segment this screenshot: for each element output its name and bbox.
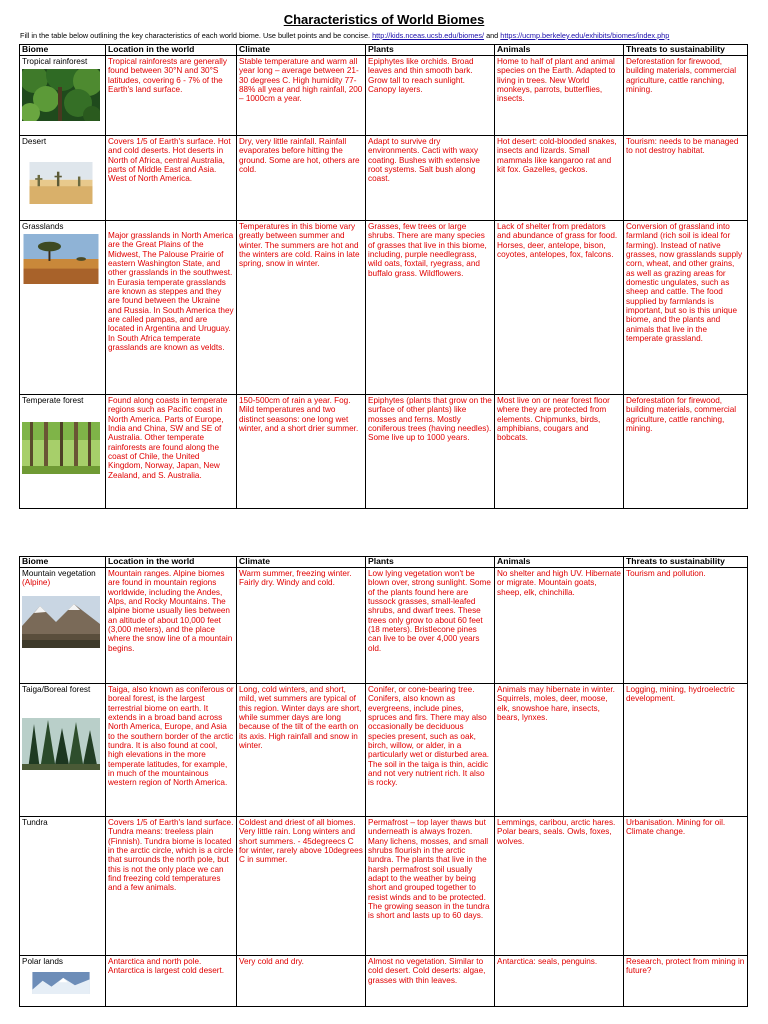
grassland-photo: [22, 234, 100, 284]
animals-cell: Antarctica: seals, penguins.: [495, 956, 624, 1007]
table-row: [20, 395, 748, 509]
climate-cell: Coldest and driest of all biomes. Very little rain. Long winters and short summers. - 45degreecs C for winter, rarely above 10degrees C in summer.: [237, 817, 366, 956]
instructions: [20, 31, 760, 40]
location-cell: Taiga, also known as coniferous or boreal forest, is the largest terrestrial biome on earth. It extends in a broad band across North America, Europe, and Asia to the southern border of the arctic tundra. It is also found at cool, high elevations in the more temperate latitudes, for example, in much of the mountainous western region of North America.: [106, 684, 237, 817]
biome-cell: [20, 221, 106, 395]
desert-photo: [22, 162, 100, 204]
biome-cell: [20, 568, 106, 684]
biome-cell: [20, 56, 106, 136]
biome-name: Polar lands: [22, 957, 63, 966]
plants-cell: Adapt to survive dry environments. Cacti with waxy coating. Bushes with extensive root systems. Salt bush along coast.: [366, 136, 495, 221]
biome-name: Tundra: [22, 818, 48, 827]
animals-cell: Most live on or near forest floor where they are protected from elements. Chipmunks, birds, amphibians, cougars and bobcats.: [495, 395, 624, 509]
header-biome: Biome: [20, 45, 106, 56]
animals-cell: Animals may hibernate in winter. Squirrels, moles, deer, moose, elk, snowshoe hare, insects, bears, lynxes.: [495, 684, 624, 817]
threats-cell: Tourism and pollution.: [624, 568, 748, 684]
climate-cell: Long, cold winters, and short, mild, wet summers are typical of this region. Winter days are short, while summer days are long because of the tilt of the earth on its axis. High rainfall and snow in winter.: [237, 684, 366, 817]
rainforest-photo: [22, 69, 100, 121]
climate-cell: Dry, very little rainfall. Rainfall evaporates before hitting the ground. Some are hot, others are cold.: [237, 136, 366, 221]
biome-name: Taiga/Boreal forest: [22, 685, 91, 694]
location-cell: Antarctica and north pole. Antarctica is largest cold desert.: [106, 956, 237, 1007]
plants-cell: Almost no vegetation. Similar to cold desert. Cold deserts: algae, grasses with thin leaves.: [366, 956, 495, 1007]
location-cell: Mountain ranges. Alpine biomes are found in mountain regions worldwide, including the Andes, Alps, and Rocky Mountains. The alpine biome usually lies between an altitude of about 10,000 feet (3,000 meters), and the place where the snow line of a mountain begins.: [106, 568, 237, 684]
polar-photo: [22, 972, 100, 994]
header-climate: Climate: [237, 557, 366, 568]
biome-cell: [20, 956, 106, 1007]
biome-table-1: [19, 44, 748, 509]
table-header-row: [20, 45, 748, 56]
header-threats: Threats to sustainability: [624, 45, 748, 56]
link-join-text: and: [486, 31, 499, 40]
taiga-photo: [22, 696, 100, 792]
link-kids-nceas[interactable]: http://kids.nceas.ucsb.edu/biomes/: [372, 31, 485, 40]
threats-cell: Urbanisation. Mining for oil. Climate change.: [624, 817, 748, 956]
threats-cell: Deforestation for firewood, building materials, commercial agriculture, cattle ranching, mining.: [624, 395, 748, 509]
threats-cell: Deforestation for firewood, building materials, commercial agriculture, cattle ranching, mining.: [624, 56, 748, 136]
table-row: [20, 817, 748, 956]
biome-cell: [20, 817, 106, 956]
location-cell: Found along coasts in temperate regions such as Pacific coast in North America. Parts of Europe, India and China, SW and SE of Australia. Other temperate rainforests are found along the coast of Chile, the United Kingdom, Norway, Japan, New Zealand, and S. Australia.: [106, 395, 237, 509]
threats-cell: Tourism: needs to be managed to not destroy habitat.: [624, 136, 748, 221]
biome-table-2: [19, 556, 748, 1007]
page-title: Characteristics of World Biomes: [283, 12, 485, 27]
table-row: [20, 136, 748, 221]
plants-cell: Low lying vegetation won't be blown over, strong sunlight. Some of the plants found here are tussock grasses, small-leafed shrubs, and dwarf trees. These trees only grow to about 60 feet (18 meters). Bristlecone pines can live to be over 4,000 years old.: [366, 568, 495, 684]
threats-cell: Logging, mining, hydroelectric development.: [624, 684, 748, 817]
climate-cell: Stable temperature and warm all year long – average between 21-30 degrees C. High humidity 77-88% all year and high rainfall, 200 – 1000cm a year.: [237, 56, 366, 136]
table-row: [20, 221, 748, 395]
biome-name: Temperate forest: [22, 396, 84, 405]
biome-name: Desert: [22, 137, 47, 146]
climate-cell: Warm summer, freezing winter. Fairly dry. Windy and cold.: [237, 568, 366, 684]
location-cell: Covers 1/5 of Earth's surface. Hot and cold deserts. Hot deserts in North of Africa, central Australia, parts of Middle East and Asia. West of North America.: [106, 136, 237, 221]
biome-name: Grasslands: [22, 222, 64, 231]
table-row: [20, 568, 748, 684]
header-threats: Threats to sustainability: [624, 557, 748, 568]
location-cell: Covers 1/5 of Earth's land surface. Tundra means: treeless plain (Finnish). Tundra biome is located in the arctic circle, which is a circle that surrounds the north pole, but this is not the only place we can find freezing cold temperatures and a few animals.: [106, 817, 237, 956]
header-animals: Animals: [495, 45, 624, 56]
plants-cell: Conifer, or cone-bearing tree. Conifers, also known as evergreens, include pines, spruces and firs. There may also occasionally be deciduous species present, such as oak, birch, willow, or alder, in a particularly wet or disturbed area. The soil in the taiga is thin, acidic and not very nutrient rich. It also is rocky.: [366, 684, 495, 817]
plants-cell: Grasses, few trees or large shrubs. There are many species of grasses that live in this biome, including, purple needlegrass, wild oats, foxtail, ryegrass, and buffalo grass. Wildflowers.: [366, 221, 495, 395]
location-cell: Major grasslands in North America are the Great Plains of the Midwest, The Palouse Prairie of eastern Washington State, and other grasslands in the southwest. In Eurasia temperate grasslands are known as steppes and they are found between the Ukraine and Russia. In South America they are called pampas, and are located in Argentina and Uruguay. In South Africa temperate grasslands are known as veldts.: [106, 221, 237, 395]
animals-cell: Lack of shelter from predators and abundance of grass for food. Horses, deer, antelope, bison, coyotes, antelopes, fox, falcons.: [495, 221, 624, 395]
location-cell: Tropical rainforests are generally found between 30°N and 30°S latitudes, covering 6 - 7% of the Earth's land surface.: [106, 56, 237, 136]
table-header-row: [20, 557, 748, 568]
header-plants: Plants: [366, 45, 495, 56]
instruction-text: Fill in the table below outlining the key characteristics of each world biome. Use bullet points and be concise.: [20, 31, 371, 40]
climate-cell: Temperatures in this biome vary greatly between summer and winter. The summers are hot and the winters are cold. Rains in late spring, snow in winter.: [237, 221, 366, 395]
biome-name: Tropical rainforest: [22, 57, 88, 66]
climate-cell: 150-500cm of rain a year. Fog. Mild temperatures and two distinct seasons: one long wet winter, and a short drier summer.: [237, 395, 366, 509]
biome-cell: [20, 395, 106, 509]
header-location: Location in the world: [106, 557, 237, 568]
table-row: [20, 956, 748, 1007]
plants-cell: Epiphytes (plants that grow on the surface of other plants) like mosses and ferns. Mostly coniferous trees (having needles). Some live up to 1000 years.: [366, 395, 495, 509]
animals-cell: No shelter and high UV. Hibernate or migrate. Mountain goats, sheep, elk, chinchilla.: [495, 568, 624, 684]
animals-cell: Home to half of plant and animal species on the Earth. Adapted to living in trees. New World monkeys, parrots, butterflies, insects.: [495, 56, 624, 136]
animals-cell: Hot desert: cold-blooded snakes, insects and lizards. Small mammals like kangaroo rat and kit fox. Gazelles, geckos.: [495, 136, 624, 221]
header-animals: Animals: [495, 557, 624, 568]
threats-cell: Conversion of grassland into farmland (rich soil is ideal for farming). Instead of native grasses, now grasslands supply corn, wheat, and other grains, as well as grazing areas for domestic ungulates, such as sheep and cattle. The food supplied by farmlands is important, but so is this unique biome, and the plants and animals that live in the temperate grassland.: [624, 221, 748, 395]
header-climate: Climate: [237, 45, 366, 56]
header-plants: Plants: [366, 557, 495, 568]
threats-cell: Research, protect from mining in future?: [624, 956, 748, 1007]
climate-cell: Very cold and dry.: [237, 956, 366, 1007]
biome-cell: [20, 136, 106, 221]
biome-name: Mountain vegetation: [22, 569, 96, 578]
header-location: Location in the world: [106, 45, 237, 56]
table-row: [20, 684, 748, 817]
plants-cell: Permafrost – top layer thaws but underneath is always frozen. Many lichens, mosses, and small shrubs flourish in the arctic tundra. The plants that live in the harsh permafrost soil usually adapt to the weather by being short and grouped together to resist winds and to be protected. The growing season in the tundra is short and lasts up to 60 days.: [366, 817, 495, 956]
link-ucmp-berkeley[interactable]: https://ucmp.berkeley.edu/exhibits/biomes/index.php: [500, 31, 670, 40]
temperate-forest-photo: [22, 407, 100, 489]
mountain-photo: [22, 596, 100, 648]
plants-cell: Epiphytes like orchids. Broad leaves and thin smooth bark. Grow tall to reach sunlight. Canopy layers.: [366, 56, 495, 136]
header-biome: Biome: [20, 557, 106, 568]
biome-note: (Alpine): [22, 578, 51, 588]
table-row: [20, 56, 748, 136]
animals-cell: Lemmings, caribou, arctic hares. Polar bears, seals. Owls, foxes, wolves.: [495, 817, 624, 956]
biome-cell: [20, 684, 106, 817]
